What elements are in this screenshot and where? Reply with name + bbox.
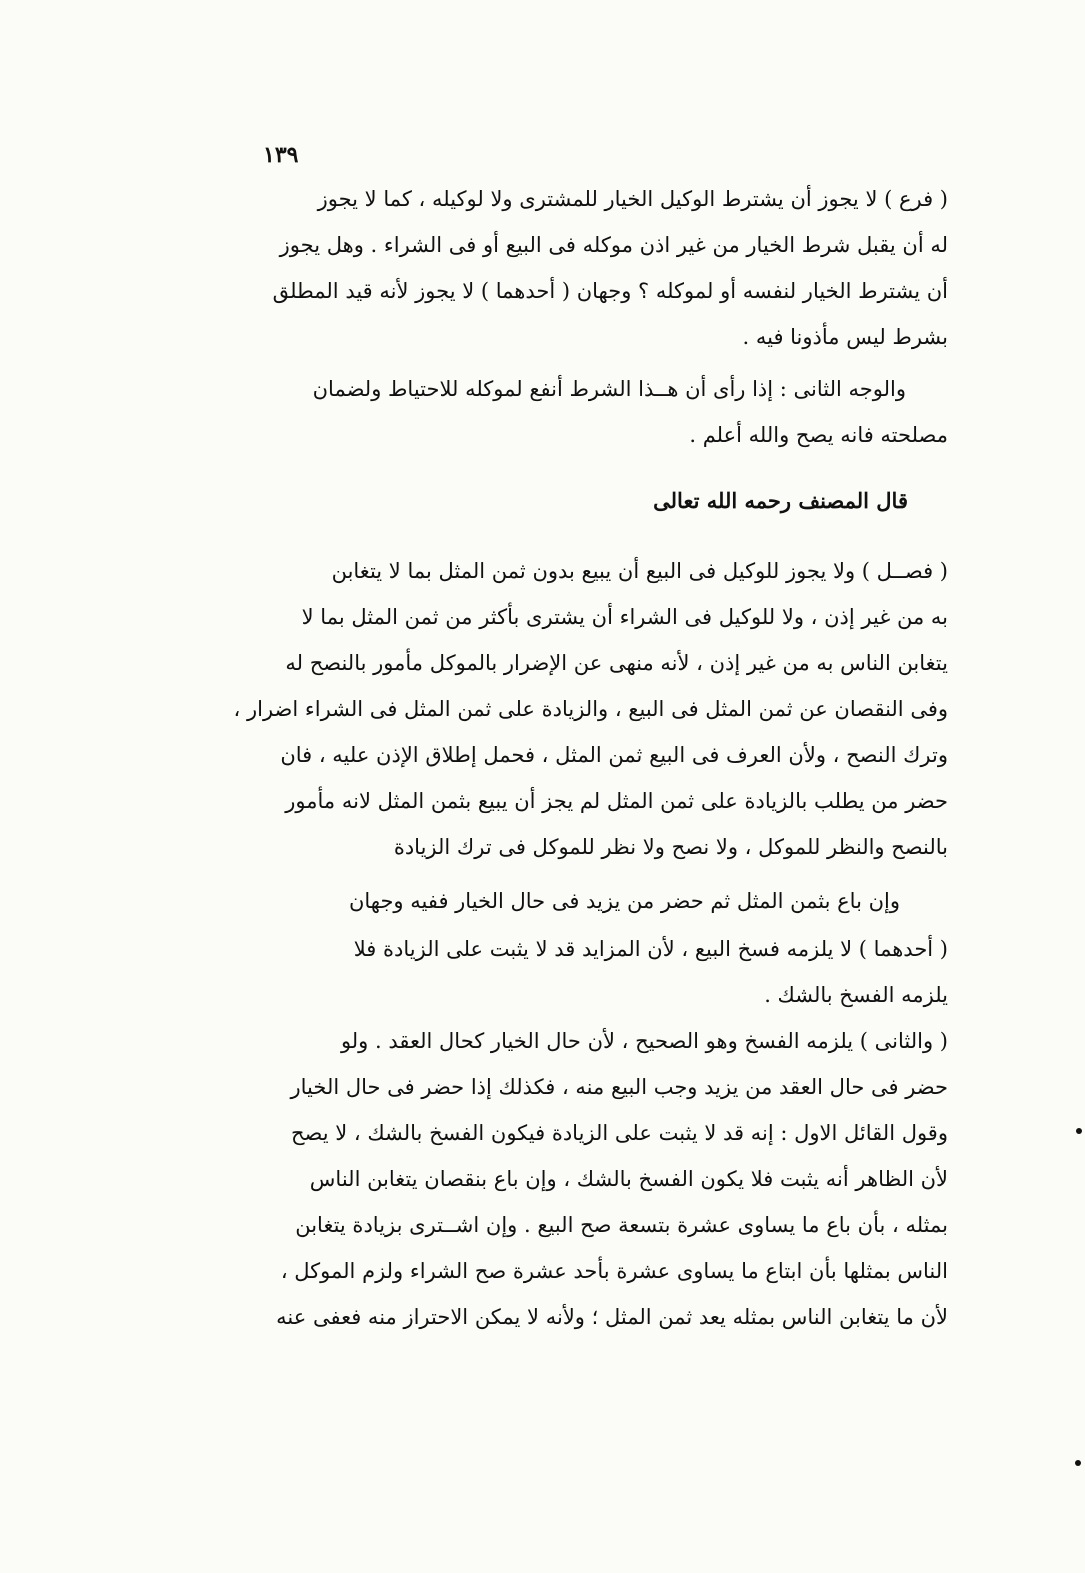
text-line: الناس بمثلها بأن ابتاع ما يساوى عشرة بأحد عشرة صح الشراء ولزم الموكل ، — [280, 1259, 948, 1283]
text-line: مصلحته فانه يصح والله أعلم . — [689, 423, 948, 447]
text-line: وفى النقصان عن ثمن المثل فى البيع ، والزيادة على ثمن المثل فى الشراء اضرار ، — [233, 697, 948, 721]
section-heading: قال المصنف رحمه الله تعالى — [653, 488, 908, 513]
text-line: لأن ما يتغابن الناس بمثله يعد ثمن المثل ؛ ولأنه لا يمكن الاحتراز منه فعفى عنه — [276, 1305, 948, 1329]
paragraph-fasl — [232, 548, 948, 870]
text-line: لأن الظاهر أنه يثبت فلا يكون الفسخ بالشك ، وإن باع بنقصان يتغابن الناس — [309, 1167, 948, 1191]
text-line: حضر من يطلب بالزيادة على ثمن المثل لم يجز أن يبيع بثمن المثل لانه مأمور — [285, 789, 948, 813]
text-line: له أن يقبل شرط الخيار من غير اذن موكله فى البيع أو فى الشراء . وهل يجوز — [279, 233, 948, 257]
text-line: أن يشترط الخيار لنفسه أو لموكله ؟ وجهان ( أحدهما ) لا يجوز لأنه قيد المطلق — [272, 279, 948, 303]
scan-speck — [1076, 1128, 1082, 1134]
paragraph-second-view — [232, 366, 948, 458]
text-line: بالنصح والنظر للموكل ، ولا نصح ولا نظر للموكل فى ترك الزيادة — [393, 835, 948, 859]
paragraph-first-view — [232, 926, 948, 1018]
text-line: بشرط ليس مأذونا فيه . — [742, 325, 948, 349]
text-line: ( والثانى ) يلزمه الفسخ وهو الصحيح ، لأن حال الخيار كحال العقد . ولو — [340, 1029, 948, 1053]
text-line: وقول القائل الاول : إنه قد لا يثبت على الزيادة فيكون الفسخ بالشك ، لا يصح — [290, 1121, 948, 1145]
page-number: ١٣٩ — [263, 142, 299, 168]
text-line: وترك النصح ، ولأن العرف فى البيع ثمن المثل ، فحمل إطلاق الإذن عليه ، فان — [280, 743, 948, 767]
text-line: وإن باع بثمن المثل ثم حضر من يزيد فى حال الخيار ففيه وجهان — [348, 889, 900, 913]
text-line: حضر فى حال العقد من يزيد وجب البيع منه ، فكذلك إذا حضر فى حال الخيار — [290, 1075, 948, 1099]
text-line: يلزمه الفسخ بالشك . — [764, 983, 948, 1007]
scan-speck — [1075, 1460, 1081, 1466]
paragraph-two-views — [232, 878, 948, 924]
text-line: ( فرع ) لا يجوز أن يشترط الوكيل الخيار للمشترى ولا لوكيله ، كما لا يجوز — [317, 187, 948, 211]
text-line: بمثله ، بأن باع ما يساوى عشرة بتسعة صح البيع . وإن اشــترى بزيادة يتغابن — [295, 1213, 948, 1237]
text-line: يتغابن الناس به من غير إذن ، لأنه منهى عن الإضرار بالموكل مأمور بالنصح له — [285, 651, 948, 675]
paragraph-second-correct-view — [232, 1018, 948, 1340]
text-line: ( فصــل ) ولا يجوز للوكيل فى البيع أن يبيع بدون ثمن المثل بما لا يتغابن — [331, 559, 948, 583]
text-line: به من غير إذن ، ولا للوكيل فى الشراء أن يشترى بأكثر من ثمن المثل بما لا — [301, 605, 948, 629]
text-line: والوجه الثانى : إذا رأى أن هــذا الشرط أنفع لموكله للاحتياط ولضمان — [312, 377, 906, 401]
paragraph-fara — [232, 176, 948, 360]
text-line: ( أحدهما ) لا يلزمه فسخ البيع ، لأن المزايد قد لا يثبت على الزيادة فلا — [353, 937, 948, 961]
